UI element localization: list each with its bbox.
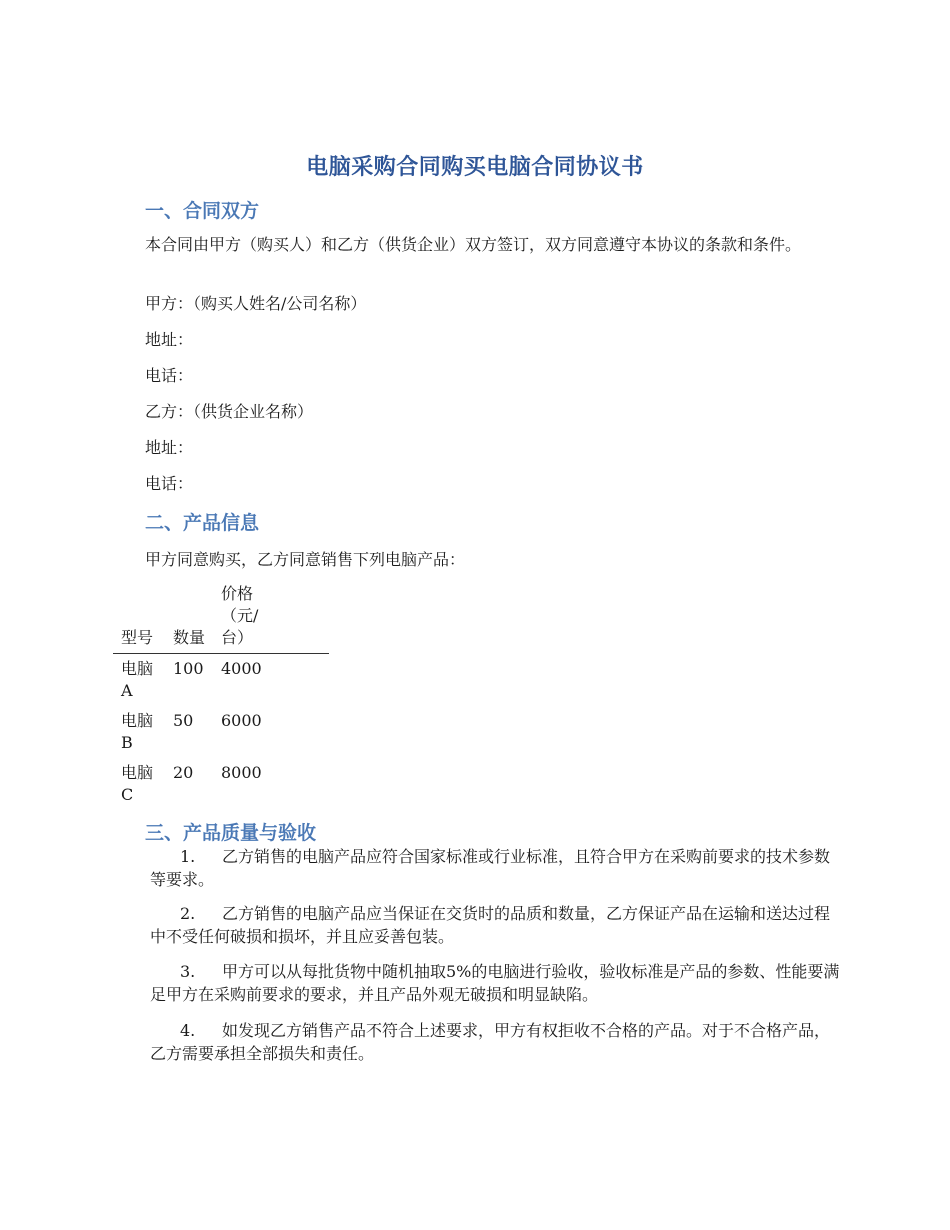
cell-quantity: 50 xyxy=(173,711,194,730)
list-item-number: 3. xyxy=(180,962,196,981)
section-heading-products: 二、产品信息 xyxy=(145,512,260,534)
party-b-address-line: 地址： xyxy=(145,438,194,457)
cell-price: 6000 xyxy=(221,711,262,730)
party-b-phone-line: 电话： xyxy=(145,474,194,493)
document-title: 电脑采购合同购买电脑合同协议书 xyxy=(306,155,644,180)
products-intro-paragraph: 甲方同意购买，乙方同意销售下列电脑产品： xyxy=(145,550,466,569)
list-item-text: 乙方销售的电脑产品应当保证在交货时的品质和数量，乙方保证产品在运输和送达过程中不受任何破损和损坏，并且应妥善包装。 xyxy=(150,904,831,946)
product-table xyxy=(113,583,329,810)
table-row xyxy=(113,654,329,707)
list-item xyxy=(150,960,840,1006)
product-table-header-row xyxy=(113,583,329,654)
table-row xyxy=(113,706,329,758)
party-b-line: 乙方：（供货企业名称） xyxy=(145,402,314,421)
header-spacer xyxy=(287,583,329,654)
cell-spacer xyxy=(287,654,329,707)
cell-spacer xyxy=(287,758,329,810)
cell-quantity: 20 xyxy=(173,763,194,782)
table-row xyxy=(113,758,329,810)
list-item xyxy=(150,1019,840,1065)
list-item xyxy=(150,845,840,891)
header-model: 型号 xyxy=(113,583,165,654)
list-item-text: 如发现乙方销售产品不符合上述要求，甲方有权拒收不合格的产品。对于不合格产品，乙方需要承担全部损失和责任。 xyxy=(150,1021,831,1063)
section-heading-quality: 三、产品质量与验收 xyxy=(145,822,317,844)
list-item xyxy=(150,902,840,948)
parties-intro-paragraph: 本合同由甲方（购买人）和乙方（供货企业）双方签订，双方同意遵守本协议的条款和条件。 xyxy=(145,235,802,254)
header-quantity: 数量 xyxy=(165,583,213,654)
list-item-text: 乙方销售的电脑产品应符合国家标准或行业标准，且符合甲方在采购前要求的技术参数等要求。 xyxy=(150,847,831,889)
cell-model: 电脑C xyxy=(121,763,154,804)
header-price: 价格（元/台） xyxy=(213,583,287,654)
party-a-line: 甲方：（购买人姓名/公司名称） xyxy=(145,294,367,313)
list-item-text: 甲方可以从每批货物中随机抽取5%的电脑进行验收，验收标准是产品的参数、性能要满足甲方在采购前要求的要求，并且产品外观无破损和明显缺陷。 xyxy=(150,962,840,1004)
list-item-number: 1. xyxy=(180,847,196,866)
cell-model: 电脑B xyxy=(121,711,154,752)
cell-spacer xyxy=(287,706,329,758)
party-a-phone-line: 电话： xyxy=(145,366,194,385)
cell-quantity: 100 xyxy=(173,659,204,678)
section-heading-parties: 一、合同双方 xyxy=(145,200,260,222)
cell-price: 8000 xyxy=(221,763,262,782)
party-a-address-line: 地址： xyxy=(145,330,194,349)
cell-price: 4000 xyxy=(221,659,262,678)
cell-model: 电脑A xyxy=(121,659,154,700)
list-item-number: 4. xyxy=(180,1021,196,1040)
list-item-number: 2. xyxy=(180,904,196,923)
